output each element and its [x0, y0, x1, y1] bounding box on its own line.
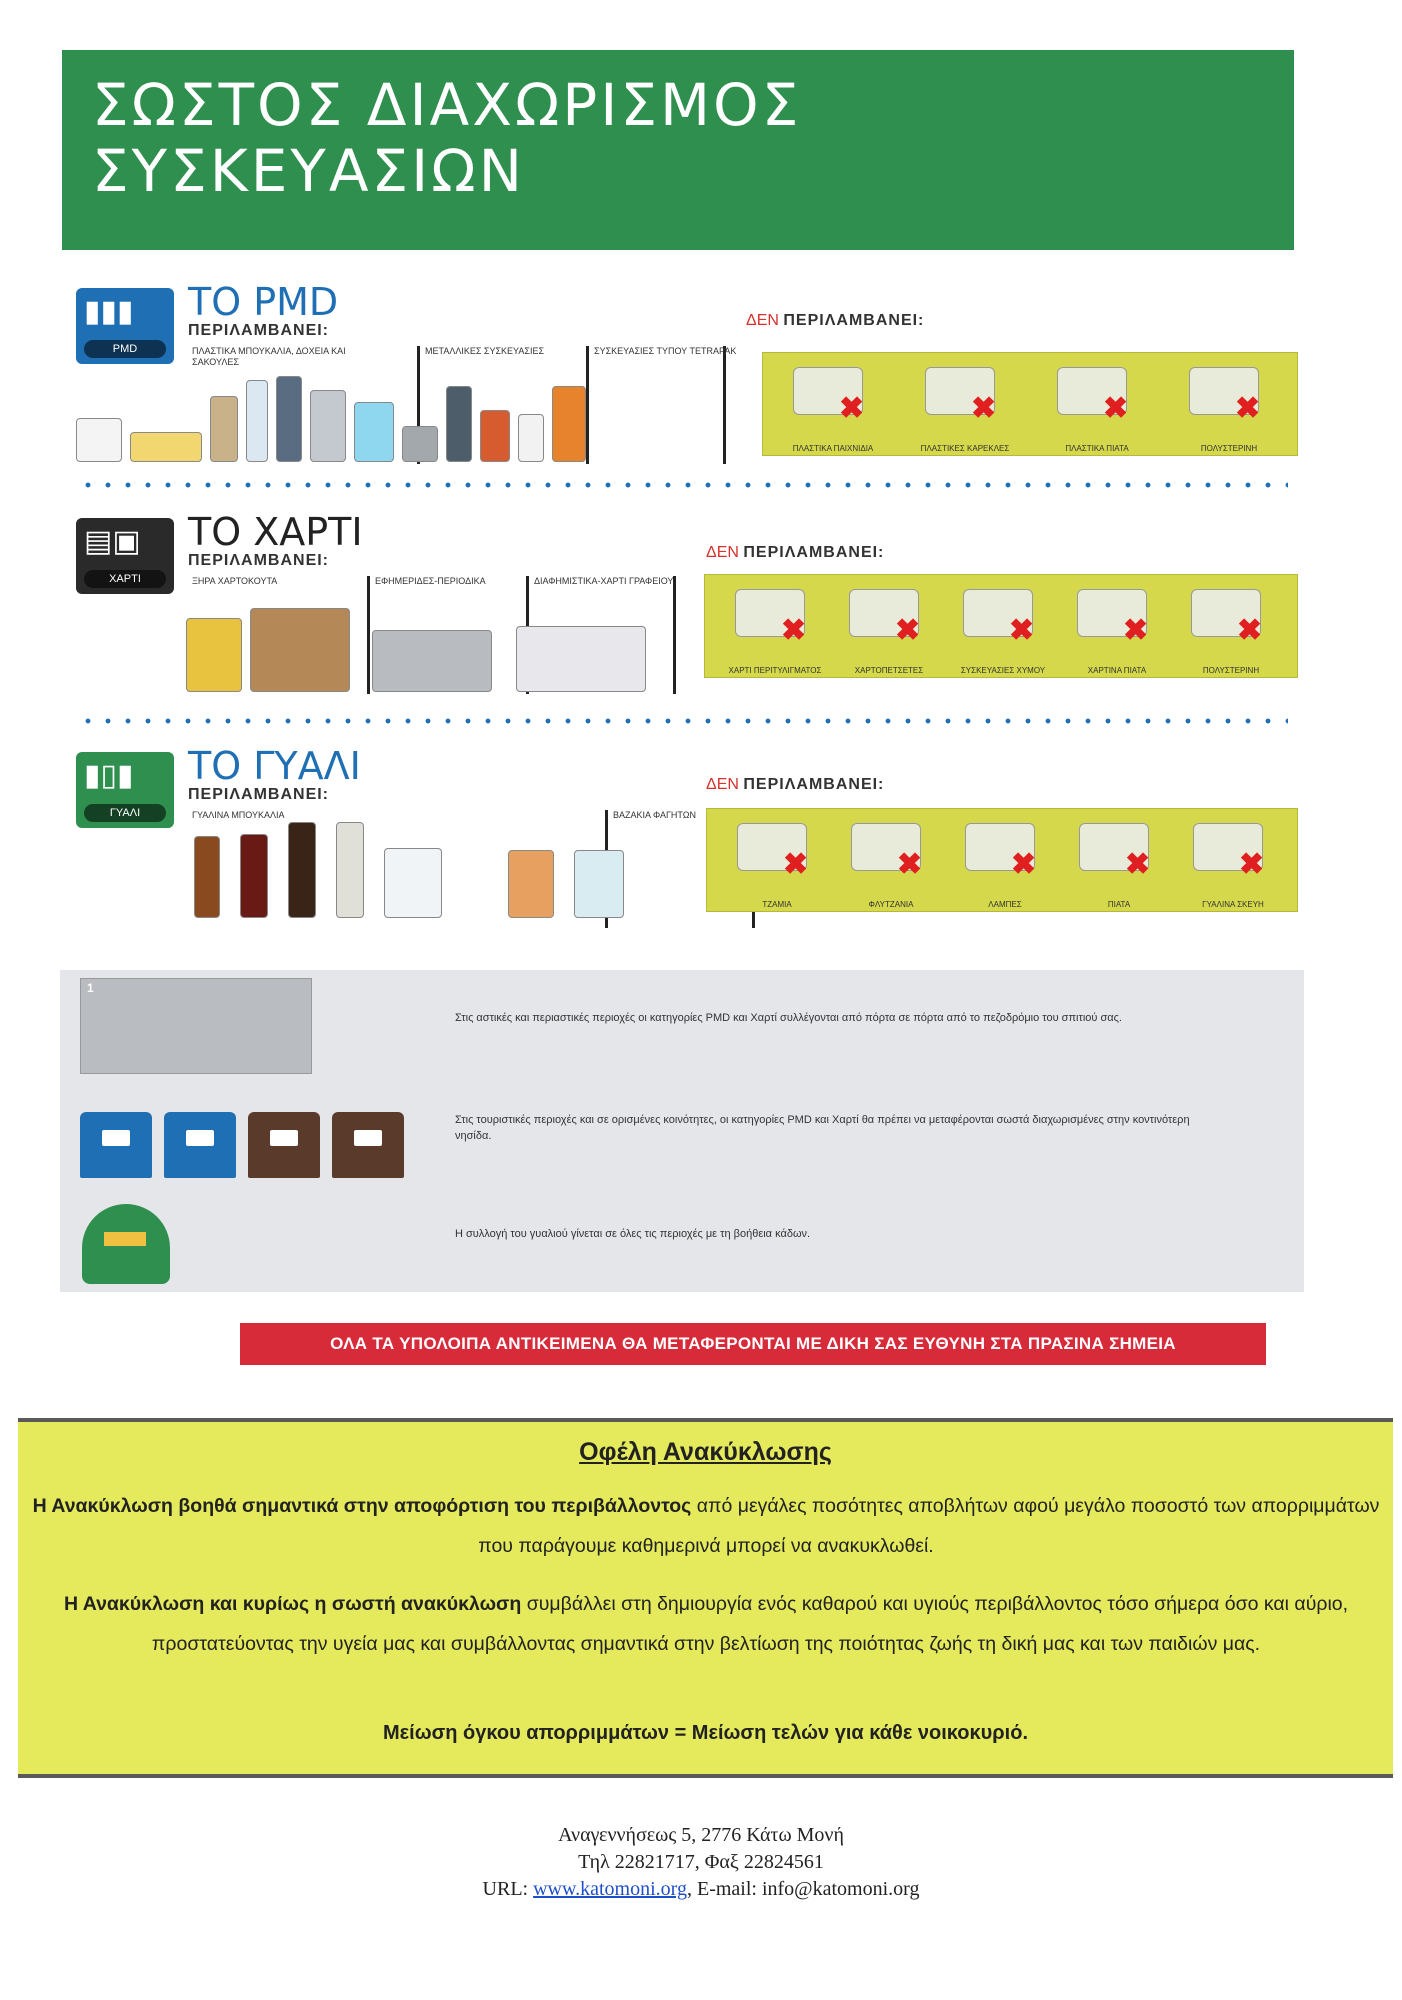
benefits-closing: Μείωση όγκου απορριμμάτων = Μείωση τελών για κάθε νοικοκυριό. [382, 1722, 1029, 1744]
benefits-p1-text: από μεγάλες ποσότητες αποβλήτων αφού μεγάλο ποσοστό των απορριμμάτων που παράγουμε καθημερινά μπορεί να ανακυκλωθεί. [478, 1495, 1380, 1557]
perfume-bottle-image [384, 848, 442, 918]
excluded-caption: ΠΛΑΣΤΙΚΕΣ ΚΑΡΕΚΛΕΣ [920, 444, 1010, 453]
brown-bin-image [332, 1112, 404, 1178]
plastic-bottle-image [210, 396, 238, 462]
glass-title: ΤΟ ΓΥΑΛΙ [188, 744, 361, 788]
paper-excludes-not: ΔΕΝ [706, 544, 739, 561]
glass-jar-image [574, 850, 624, 918]
red-x-icon: ✖ [1123, 614, 1149, 647]
red-x-icon: ✖ [1237, 614, 1263, 647]
paper-group-newspapers-label: ΕΦΗΜΕΡΙΔΕΣ-ΠΕΡΙΟΔΙΚΑ [375, 576, 486, 586]
page-title [92, 72, 801, 204]
red-bottle-image [240, 834, 268, 918]
newspapers-image [372, 630, 492, 692]
red-x-icon: ✖ [839, 392, 865, 425]
red-x-icon: ✖ [1235, 392, 1261, 425]
glass-included-items [194, 822, 624, 918]
glass-bell-bin-image [82, 1204, 170, 1284]
glass-group-bottles-label: ΓΥΑΛΙΝΑ ΜΠΟΥΚΑΛΙΑ [192, 810, 285, 820]
footer-contact [0, 1876, 1402, 1903]
pmd-excludes-label: ΠΕΡΙΛΑΜΒΑΝΕΙ: [783, 312, 925, 329]
excluded-caption: ΠΟΛΥΣΤΕΡΙΝΗ [1200, 444, 1258, 453]
excluded-caption: ΣΥΣΚΕΥΑΣΙΕΣ ΧΥΜΟΥ [960, 666, 1046, 675]
glass-badge [76, 752, 174, 828]
food-jar-image [508, 850, 554, 918]
excluded-caption: ΠΛΑΣΤΙΚΑ ΠΑΙΧΝΙΔΙΑ [792, 444, 874, 453]
detergent-bottle-image [276, 376, 302, 462]
glass-group-jars-label: ΒΑΖΑΚΙΑ ΦΑΓΗΤΩΝ [613, 810, 696, 820]
glass-badge-label: ΓΥΑΛΙ [84, 804, 166, 822]
paper-excludes-label: ΠΕΡΙΛΑΜΒΑΝΕΙ: [743, 544, 885, 561]
plastic-bag-image [354, 402, 394, 462]
title-line-2: ΣΥΣΚΕΥΑΣΙΩΝ [92, 137, 525, 205]
detergent-jug-image [310, 390, 346, 462]
benefits-p2-text: συμβάλλει στη δημιουργία ενός καθαρού και υγιούς περιβάλλοντος τόσο σήμερα όσο και αύριο, προστατεύοντας την υγεία μας και συμβάλλοντας σημαντικά στην βελτίωση της ποιότητας ζωής τη δική μας και των παιδιών μας. [151, 1593, 1349, 1655]
pmd-excludes-heading [746, 312, 924, 330]
pmd-group-plastic-label: ΠΛΑΣΤΙΚΑ ΜΠΟΥΚΑΛΙΑ, ΔΟΧΕΙΑ ΚΑΙ ΣΑΚΟΥΛΕΣ [192, 346, 346, 367]
benefits-p2-bold: Η Ανακύκλωση και κυρίως η σωστή ανακύκλωση [63, 1593, 522, 1615]
red-x-icon: ✖ [1103, 392, 1129, 425]
green-points-banner: ΟΛΑ ΤΑ ΥΠΟΛΟΙΠΑ ΑΝΤΙΚΕΙΜΕΝΑ ΘΑ ΜΕΤΑΦΕΡΟΝΤΑΙ ΜΕ ΔΙΚΗ ΣΑΣ ΕΥΘΥΝΗ ΣΤΑ ΠΡΑΣΙΝΑ ΣΗΜΕΙΑ [240, 1323, 1266, 1365]
pmd-group-tetrapak-label: ΣΥΣΚΕΥΑΣΙΕΣ ΤΥΠΟΥ TETRAPAK [594, 346, 737, 356]
blue-bin-image [164, 1112, 236, 1178]
red-x-icon: ✖ [1009, 614, 1035, 647]
glass-includes-label: ΠΕΡΙΛΑΜΒΑΝΕΙ: [188, 786, 330, 803]
glass-excluded-panel [706, 808, 1298, 912]
aerosol-can-image [402, 426, 438, 462]
water-bottle-image [246, 380, 268, 462]
brown-bin-image [248, 1112, 320, 1178]
pmd-badge [76, 288, 174, 364]
paper-group-office-label: ΔΙΑΦΗΜΙΣΤΙΚΑ-ΧΑΡΤΙ ΓΡΑΦΕΙΟΥ [534, 576, 674, 586]
collection-section [60, 970, 1304, 1292]
pmd-includes-label: ΠΕΡΙΛΑΜΒΑΝΕΙ: [188, 322, 330, 339]
excluded-caption: ΧΑΡΤΙΝΑ ΠΙΑΤΑ [1087, 666, 1147, 675]
spray-can-image [446, 386, 472, 462]
bottle-icon: ▮▮▮ [84, 295, 134, 328]
footer-address: Αναγεννήσεως 5, 2776 Κάτω Μονή [558, 1824, 844, 1846]
collection-text-glass: Η συλλογή του γυαλιού γίνεται σε όλες τις περιοχές με τη βοήθεια κάδων. [455, 1228, 811, 1240]
glass-excludes-label: ΠΕΡΙΛΑΜΒΑΝΕΙ: [743, 776, 885, 793]
pmd-included-items [76, 376, 586, 462]
drink-can-image [480, 410, 510, 462]
pmd-group-metal-label: ΜΕΤΑΛΛΙΚΕΣ ΣΥΣΚΕΥΑΣΙΕΣ [425, 346, 545, 356]
juice-carton-small-image [518, 414, 544, 462]
collection-text-urban: Στις αστικές και περιαστικές περιοχές οι κατηγορίες PMD και Χαρτί συλλέγονται από πόρτα σε πόρτα από το πεζοδρόμιο του σπιτιού σας. [455, 1012, 1122, 1024]
red-x-icon: ✖ [1011, 848, 1037, 881]
photo-number: 1 [87, 981, 94, 995]
excluded-caption: ΠΟΛΥΣΤΕΡΙΝΗ [1202, 666, 1260, 675]
excluded-caption: ΧΑΡΤΙ ΠΕΡΙΤΥΛΙΓΜΑΤΟΣ [728, 666, 822, 675]
excluded-caption: ΧΑΡΤΟΠΕΤΣΕΤΕΣ [854, 666, 924, 675]
yogurt-cup-image [76, 418, 122, 462]
collection-text-tourist: Στις τουριστικές περιοχές και σε ορισμένες κοινότητες, οι κατηγορίες PMD και Χαρτί θα πρέπει να μεταφέρονται σωστά διαχωρισμένες στην κοντινότερη νησίδα. [455, 1114, 1190, 1142]
pmd-excluded-panel [762, 352, 1298, 456]
cereal-box-image [186, 618, 242, 692]
red-x-icon: ✖ [1125, 848, 1151, 881]
paper-badge-label: ΧΑΡΤΙ [84, 570, 166, 588]
excluded-caption: ΠΛΑΣΤΙΚΑ ΠΙΑΤΑ [1065, 444, 1129, 453]
excluded-item [1163, 817, 1303, 911]
cardboard-box-image [250, 608, 350, 692]
benefits-title: Οφέλη Ανακύκλωσης [579, 1438, 832, 1466]
pmd-badge-label: PMD [84, 340, 166, 358]
title-line-1: ΣΩΣΤΟΣ ΔΙΑΧΩΡΙΣΜΟΣ [92, 71, 802, 139]
paper-includes-label: ΠΕΡΙΛΑΜΒΑΝΕΙ: [188, 552, 330, 569]
category-pmd [76, 280, 1306, 478]
glass-icon: ▮▯▮ [84, 759, 134, 792]
paper-group-cardboard-label: ΞΗΡΑ ΧΑΡΤΟΚΟΥΤΑ [192, 576, 278, 586]
paper-included-items [186, 608, 646, 692]
benefits-paragraph-1 [26, 1486, 1386, 1566]
excluded-caption: ΓΥΑΛΙΝΑ ΣΚΕΥΗ [1202, 900, 1264, 909]
margarine-tub-image [130, 432, 202, 462]
pmd-title: ΤΟ PMD [188, 280, 339, 324]
juice-carton-image [552, 386, 586, 462]
footer [0, 1822, 1402, 1903]
glass-excludes-not: ΔΕΝ [706, 776, 739, 793]
beer-bottle-image [194, 836, 220, 918]
dotted-divider [78, 482, 1288, 488]
pmd-excludes-not: ΔΕΝ [746, 312, 779, 329]
benefits-box [18, 1418, 1393, 1778]
footer-phone: Τηλ 22821717, Φαξ 22824561 [578, 1851, 824, 1873]
footer-email: , E-mail: info@katomoni.org [686, 1878, 920, 1900]
excluded-item [895, 361, 1035, 455]
pmd-group-tetrapak [590, 346, 737, 464]
excluded-caption: ΤΖΑΜΙΑ [762, 900, 792, 909]
blue-bin-image [80, 1112, 152, 1178]
excluded-caption: ΛΑΜΠΕΣ [988, 900, 1022, 909]
glass-excludes-heading [706, 776, 884, 794]
paper-excluded-panel [704, 574, 1298, 678]
website-link[interactable]: www.katomoni.org [533, 1878, 687, 1900]
category-glass [76, 744, 1306, 942]
red-x-icon: ✖ [897, 848, 923, 881]
red-x-icon: ✖ [783, 848, 809, 881]
paper-icon: ▤▣ [84, 525, 141, 558]
office-paper-image [516, 626, 646, 692]
excluded-item [763, 361, 903, 455]
red-x-icon: ✖ [781, 614, 807, 647]
red-x-icon: ✖ [895, 614, 921, 647]
excluded-item [1159, 361, 1299, 455]
red-x-icon: ✖ [1239, 848, 1265, 881]
excluded-item [1161, 583, 1301, 677]
paper-excludes-heading [706, 544, 884, 562]
white-wine-bottle-image [336, 822, 364, 918]
street-photo [80, 978, 312, 1074]
excluded-caption: ΠΙΑΤΑ [1107, 900, 1131, 909]
dotted-divider [78, 718, 1288, 724]
benefits-p1-bold: Η Ανακύκλωση βοηθά σημαντικά στην αποφόρτιση του περιβάλλοντος [32, 1495, 692, 1517]
paper-badge [76, 518, 174, 594]
red-x-icon: ✖ [971, 392, 997, 425]
benefits-paragraph-2 [26, 1584, 1386, 1664]
footer-url-label: URL: [482, 1878, 529, 1900]
category-paper [76, 510, 1306, 708]
excluded-caption: ΦΛΥΤΖΑΝΙΑ [868, 900, 914, 909]
wine-bottle-image [288, 822, 316, 918]
excluded-item [1027, 361, 1167, 455]
paper-title: ΤΟ ΧΑΡΤΙ [188, 510, 363, 554]
header-banner [62, 50, 1294, 250]
